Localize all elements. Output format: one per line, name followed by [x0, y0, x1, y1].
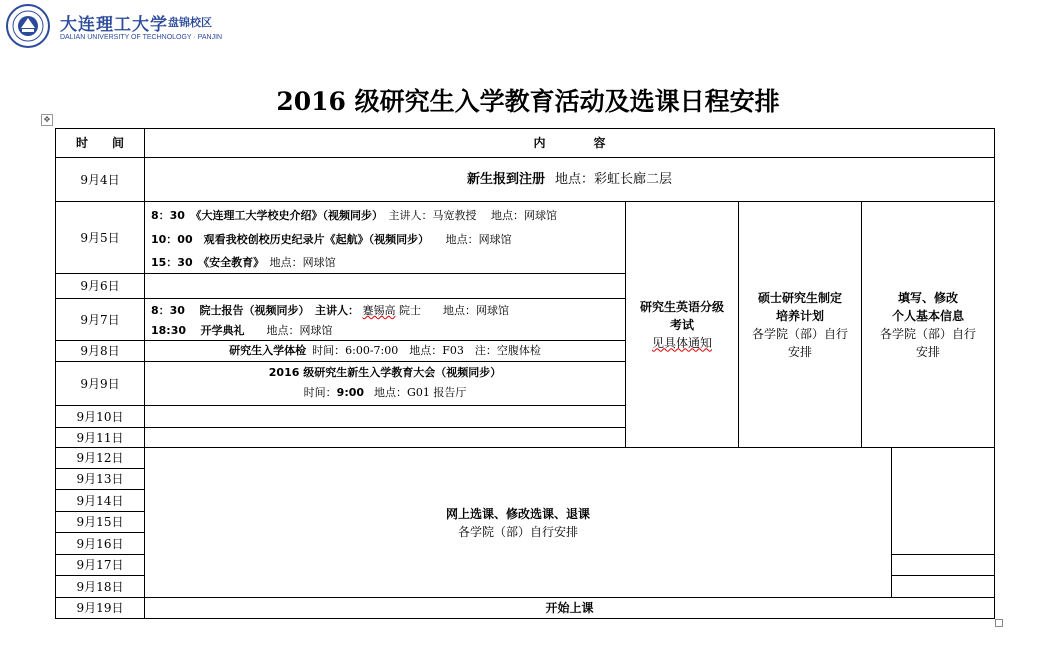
- personal-info-title-2: 个人基本信息: [891, 308, 964, 323]
- date-cell: 9月10日: [76, 409, 124, 424]
- date-cell: 9月4日: [80, 172, 120, 187]
- date-cell: 9月5日: [80, 230, 120, 245]
- physical-exam-cell: 研究生入学体检 时间：6:00-7:00 地点：F03 注：空腹体检: [229, 343, 541, 357]
- training-plan-title-2: 培养计划: [775, 308, 824, 323]
- university-name-cn: 大连理工大学: [60, 15, 168, 35]
- date-cell: 9月13日: [76, 472, 124, 486]
- schedule-item: 8：30 院士报告（视频同步） 主讲人： 蹇锡高 院士 地点：网球馆: [151, 304, 509, 317]
- course-selection-cell: [145, 448, 891, 597]
- date-cell: 9月19日: [76, 601, 124, 615]
- header-time: 时 间: [75, 136, 124, 150]
- date-cell: 9月14日: [76, 493, 124, 508]
- training-plan-note-1: 各学院（部）自行: [751, 326, 848, 341]
- header-content: 内 容: [533, 136, 606, 150]
- schedule-item: 18:30 开学典礼 地点：网球馆: [151, 324, 333, 337]
- university-name-en: DALIAN UNIVERSITY OF TECHNOLOGY · PANJIN: [60, 34, 223, 41]
- schedule-item: 15：30 《安全教育》 地点：网球馆: [151, 256, 336, 269]
- course-selection-note: 各学院（部）自行安排: [457, 524, 578, 539]
- english-exam-title-2: 考试: [669, 317, 694, 332]
- english-exam-note: 见具体通知: [651, 335, 712, 350]
- english-exam-cell: [626, 202, 738, 447]
- date-cell: 9月9日: [80, 376, 120, 391]
- personal-info-note-2: 安排: [915, 344, 940, 359]
- date-cell: 9月12日: [76, 451, 124, 465]
- schedule-item: 10：00 观看我校创校历史纪录片《起航》（视频同步） 地点：网球馆: [151, 233, 512, 246]
- training-plan-note-2: 安排: [787, 344, 812, 359]
- schedule-item: 8：30 《大连理工大学校史介绍》（视频同步） 主讲人：马宽教授 地点：网球馆: [151, 209, 557, 222]
- personal-info-note-1: 各学院（部）自行: [879, 326, 976, 341]
- date-cell: 9月11日: [76, 430, 124, 445]
- date-cell: 9月18日: [76, 579, 124, 594]
- university-logo-icon: [6, 4, 50, 48]
- personal-info-title-1: 填写、修改: [897, 290, 958, 305]
- registration-location: 地点：彩虹长廊二层: [555, 171, 673, 187]
- table-resize-handle[interactable]: [995, 619, 1003, 627]
- english-exam-title-1: 研究生英语分级: [639, 299, 724, 314]
- classes-begin-cell: 开始上课: [545, 601, 594, 615]
- date-cell: 9月15日: [76, 515, 124, 529]
- registration-cell: [145, 158, 994, 201]
- orientation-time: 时间： 9:00 地点：G01 报告厅: [303, 385, 467, 399]
- course-selection-title: 网上选课、修改选课、退课: [445, 506, 590, 521]
- page-title: 2016 级研究生入学教育活动及选课日程安排: [276, 87, 780, 116]
- registration-title: 新生报到注册: [466, 171, 545, 187]
- date-cell: 9月17日: [76, 558, 124, 572]
- date-cell: 9月6日: [80, 279, 120, 293]
- orientation-title: 2016 级研究生新生入学教育大会（视频同步）: [268, 365, 502, 379]
- date-cell: 9月16日: [76, 536, 124, 551]
- training-plan-cell: [739, 202, 861, 447]
- university-header: [6, 4, 406, 48]
- date-cell: 9月7日: [80, 312, 120, 327]
- training-plan-title-1: 硕士研究生制定: [757, 290, 842, 305]
- personal-info-cell: [862, 202, 994, 447]
- campus-name: 盘锦校区: [168, 16, 212, 29]
- table-move-handle-icon[interactable]: ✥: [41, 114, 53, 126]
- date-cell: 9月8日: [80, 344, 120, 358]
